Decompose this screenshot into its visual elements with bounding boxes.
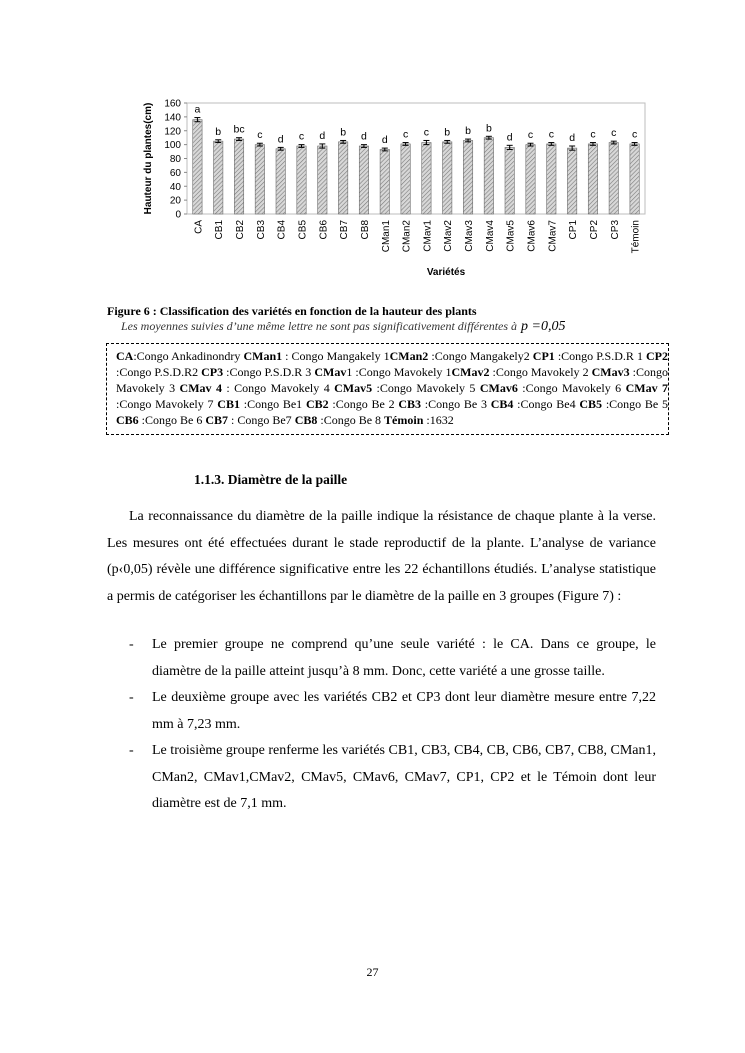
- legend-name: :Congo Mavokely 7: [116, 397, 218, 411]
- bar: [609, 143, 618, 214]
- legend-name: : Congo Mangakely 1: [282, 349, 390, 363]
- abbreviation-legend: [106, 343, 669, 435]
- x-tick-label: CB3: [255, 220, 267, 240]
- legend-name: :Congo Be 6: [138, 413, 206, 427]
- y-tick-label: 40: [169, 181, 181, 193]
- bar: [193, 120, 202, 214]
- significance-letter: a: [194, 103, 201, 116]
- y-tick-label: 140: [164, 112, 181, 124]
- x-tick-label: CB7: [339, 220, 351, 240]
- body-paragraph: [107, 504, 656, 610]
- bullet-dash: -: [129, 743, 134, 758]
- legend-code: CB3: [398, 397, 422, 411]
- p-value: p =0,05: [521, 319, 566, 334]
- bar: [318, 146, 327, 214]
- significance-letter: d: [361, 130, 367, 143]
- bullet-dash: -: [129, 690, 134, 705]
- bar: [505, 147, 514, 214]
- bar: [588, 144, 597, 214]
- bar: [630, 144, 639, 214]
- legend-name: :Congo Be1: [239, 397, 306, 411]
- legend-code: CMav2: [451, 365, 490, 379]
- legend-code: CB1: [217, 397, 240, 411]
- significance-letter: d: [569, 132, 576, 145]
- significance-letter: bc: [233, 123, 245, 136]
- significance-letter: c: [257, 129, 263, 142]
- significance-letter: b: [215, 125, 222, 138]
- x-tick-label: CB2: [235, 220, 247, 240]
- legend-code: Témoin: [384, 413, 424, 427]
- bullet-item: [107, 738, 656, 818]
- y-axis-label: Hauteur du plantes(cm): [143, 102, 154, 215]
- height-bar-chart: [135, 90, 655, 290]
- bar: [380, 149, 389, 214]
- bar: [443, 142, 452, 214]
- legend-code: CB6: [116, 413, 139, 427]
- bar: [234, 139, 243, 214]
- bullet-list: [107, 632, 656, 818]
- y-tick-label: 160: [164, 98, 181, 110]
- significance-letter: c: [402, 128, 409, 141]
- x-tick-label: CMav6: [526, 220, 538, 252]
- paragraph-text: La reconnaissance du diamètre de la paille indique la résistance de chaque plante à la verse. Les mesures ont été effectuées durant le stade reproductif de la plante. L’analyse de variance (p‹0,05) révèle une différence significative entre les 22 échantillons étudiés. L’analyse statistique a permis de catégoriser les échantillons par le diamètre de la paille en 3 groupes (Figure 7) :: [107, 509, 656, 604]
- legend-name: :Congo Mavokely 6: [517, 381, 626, 395]
- legend-code: CA: [116, 349, 134, 363]
- bar: [484, 138, 493, 214]
- bar: [359, 146, 368, 214]
- legend-name: :Congo Be 5: [602, 397, 669, 411]
- bullet-item: [107, 685, 656, 738]
- legend-name: 1 :Congo Mavokely 1: [346, 365, 452, 379]
- legend-code: CP2: [646, 349, 668, 363]
- legend-name: :Congo P.S.D.R 1: [554, 349, 646, 363]
- y-tick-label: 100: [164, 140, 181, 152]
- legend-code: CMav 7: [625, 381, 669, 395]
- bar: [297, 146, 306, 214]
- x-tick-label: CMav5: [505, 220, 517, 252]
- significance-letter: b: [485, 122, 492, 135]
- bar: [338, 142, 347, 214]
- x-tick-label: CMan1: [380, 220, 392, 253]
- x-tick-label: CP3: [609, 220, 621, 240]
- legend-code: CB8: [294, 413, 318, 427]
- significance-letter: c: [590, 128, 596, 141]
- x-tick-label: CMav3: [464, 220, 476, 252]
- legend-name: : Congo Mavokely 4: [221, 381, 335, 395]
- bullet-item: [107, 632, 656, 685]
- legend-code: CMav5: [334, 381, 373, 395]
- x-tick-label: CMav1: [422, 220, 434, 252]
- x-tick-label: CB8: [359, 220, 371, 240]
- y-tick-label: 0: [175, 209, 181, 221]
- legend-name: :Congo Mavokely 5: [372, 381, 480, 395]
- section-title: 1.1.3. Diamètre de la paille: [194, 472, 348, 487]
- x-tick-label: CB5: [297, 220, 309, 240]
- x-tick-label: CMav4: [484, 220, 496, 252]
- chart-svg: [135, 90, 655, 290]
- x-tick-label: CB4: [276, 220, 288, 240]
- legend-name: :Congo P.S.D.R2: [116, 365, 202, 379]
- significance-letter: c: [423, 126, 430, 139]
- bar: [526, 145, 535, 214]
- legend-code: CMav6: [479, 381, 518, 395]
- bar: [567, 148, 576, 214]
- legend-name: : Congo Be7: [228, 413, 295, 427]
- legend-name: :Congo Ankadinondry: [133, 349, 244, 363]
- x-axis-label: Variétés: [426, 267, 466, 278]
- significance-letter: c: [631, 128, 638, 141]
- significance-letter: d: [319, 129, 326, 142]
- figure-caption: Figure 6 : Classification des variétés en fonction de la hauteur des plants: [107, 304, 477, 318]
- legend-code: CMav 4: [179, 381, 222, 395]
- legend-code: CP3: [201, 365, 224, 379]
- significance-letter: b: [444, 126, 451, 139]
- bullet-text: Le troisième groupe renferme les variétés CB1, CB3, CB4, CB, CB6, CB7, CB8, CMan1, CMan2, CMav1,CMav2, CMav5, CMav6, CMav7, CP1, CP2 et le Témoin dont leur diamètre est de 7,1 mm.: [152, 743, 656, 811]
- legend-name: :Congo Mavokely 3: [116, 365, 669, 395]
- x-tick-label: CMan2: [401, 220, 413, 253]
- significance-letter: b: [465, 125, 471, 138]
- bar: [276, 149, 285, 214]
- legend-name: :Congo Be 3: [421, 397, 491, 411]
- note-text: Les moyennes suivies d’une même lettre ne sont pas significativement différentes à: [121, 319, 518, 333]
- legend-name: :Congo P.S.D.R 3: [223, 365, 315, 379]
- legend-code: CMav3: [591, 365, 630, 379]
- figure-note: [121, 319, 565, 335]
- page-number: 27: [366, 965, 379, 979]
- legend-name: :Congo Mavokely 2: [489, 365, 592, 379]
- x-tick-label: CA: [193, 220, 205, 234]
- legend-name: :1632: [423, 413, 454, 427]
- bar: [255, 145, 264, 214]
- significance-letter: c: [611, 127, 617, 140]
- significance-letter: c: [527, 129, 534, 142]
- significance-letter: c: [548, 128, 554, 141]
- bar: [214, 141, 223, 214]
- significance-letter: c: [298, 130, 305, 143]
- x-tick-label: CP1: [568, 220, 580, 240]
- bullet-text: Le deuxième groupe avec les variétés CB2 et CP3 dont leur diamètre mesure entre 7,22 mm à 7,23 mm.: [152, 690, 656, 732]
- x-tick-label: CMav2: [443, 220, 455, 252]
- significance-letter: d: [506, 131, 513, 144]
- bar: [422, 143, 431, 214]
- legend-name: :Congo Be 8: [317, 413, 385, 427]
- x-tick-label: CMav7: [547, 220, 559, 252]
- bullet-dash: -: [129, 637, 134, 652]
- significance-letter: d: [277, 133, 284, 146]
- x-tick-label: CB1: [214, 220, 226, 240]
- legend-code: CB7: [205, 413, 229, 427]
- y-tick-label: 80: [169, 154, 181, 165]
- bar: [547, 144, 556, 214]
- x-tick-label: CP2: [588, 220, 600, 240]
- y-tick-label: 20: [169, 195, 181, 207]
- legend-code: CMan2: [389, 349, 429, 363]
- legend-code: CP1: [532, 349, 555, 363]
- bar: [463, 140, 472, 214]
- legend-code: CB2: [305, 397, 329, 411]
- legend-code: CB5: [579, 397, 603, 411]
- bullet-text: Le premier groupe ne comprend qu’une seule variété : le CA. Dans ce groupe, le diamètre de la paille atteint jusqu’à 8 mm. Donc, cette variété a une grosse taille.: [152, 637, 656, 679]
- legend-name: :Congo Mangakely2: [428, 349, 533, 363]
- legend-code: CMan1: [243, 349, 283, 363]
- legend-name: :Congo Be4: [513, 397, 580, 411]
- significance-letter: b: [340, 126, 347, 139]
- y-tick-label: 120: [164, 126, 181, 138]
- legend-code: CMav: [314, 365, 347, 379]
- x-tick-label: Témoin: [630, 220, 642, 254]
- legend-name: :Congo Be 2: [328, 397, 399, 411]
- significance-letter: d: [381, 134, 388, 147]
- bar: [401, 144, 410, 214]
- y-tick-label: 60: [169, 167, 181, 179]
- legend-code: CB4: [490, 397, 514, 411]
- x-tick-label: CB6: [318, 220, 330, 240]
